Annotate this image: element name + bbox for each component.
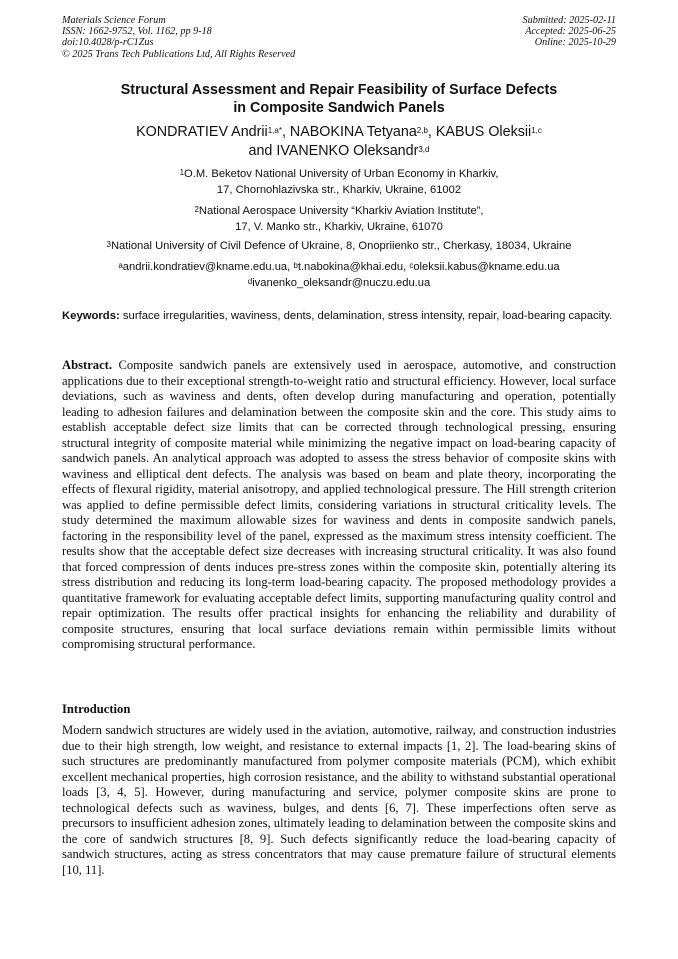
author-name: IVANENKO Oleksandr [276,142,419,159]
author-list: KONDRATIEV Andrii$^{1,a*}$, NABOKINA Tetyana$^{2,b}$, KABUS Oleksii$^{1,c}$ and IVANENKO Oleksandr$^{3,d}$ [136,124,542,159]
keywords-text: surface irregularities, waviness, dents, delamination, stress intensity, repair, load-bearing capacity. [119,310,613,322]
email-link[interactable]: ivanenko_oleksandr@nuczu.edu.ua [252,277,431,289]
author-name: KABUS Oleksii [435,124,532,140]
doi: doi:10.4028/p-rC1Zus [62,37,154,49]
email-link[interactable]: oleksii.kabus@kname.edu.ua [413,261,560,273]
accepted-date: Accepted: 2025-06-25 [525,26,616,38]
paper-title: Structural Assessment and Repair Feasibility of Surface Defects in Composite Sandwich Panels [120,82,558,116]
copyright: © 2025 Trans Tech Publications Ltd, All Rights Reserved [62,48,296,60]
email-link[interactable]: t.nabokina@khai.edu, [297,261,410,273]
author-emails: $^a$andrii.kondratiev@kname.edu.ua, $^b$t.nabokina@khai.edu, $^c$oleksii.kabus@kname.edu.ua $^d$ivanenko_oleksandr@nuczu.edu.ua [118,261,560,289]
introduction-paragraph: Modern sandwich structures are widely used in the aviation, automotive, railway, and construction industries due to their high strength, low weight, and resistance to external impacts [1, 2]. The load-bearing skins of such structures are predominantly manufactured from polymer composite materials (PCM), which exhibit excellent mechanical properties, high corrosion resistance, and the ability to withstand substantial operational loads [3, 4, 5]. However, during manufacturing and service, polymer composite skins are prone to technological defects such as waviness, bulges, and dents [6, 7]. These imperfections often serve as precursors to insufficient adhesion zones, ultimately leading to delamination between the composite skins and the core of sandwich structures [8, 9]. Such defects significantly reduce the load-bearing capacity of sandwich structures, acting as stress concentrators that may cause premature failure of structural elements [10, 11]. [62,723,616,877]
keywords [62,308,616,324]
affiliation-3: $^3$National University of Civil Defence of Ukraine, 8, Onopriienko str., Cherkasy, 18034, Ukraine [106,240,572,252]
abstract-label: Abstract. [62,358,113,372]
keywords-label: Keywords: [62,310,120,322]
journal-name: Materials Science Forum [62,15,166,26]
submitted-date: Submitted: 2025-02-11 [522,15,616,26]
journal-header [62,15,295,60]
online-date: Online: 2025-10-29 [534,37,616,49]
author-name: KONDRATIEV Andrii [136,124,268,140]
section-heading-introduction: Introduction [62,702,131,716]
affiliation-1: $^1$O.M. Beketov National University of Urban Economy in Kharkiv, 17, Chornohlazivska str., Kharkiv, Ukraine, 61002 [179,168,499,196]
abstract [62,358,616,653]
issn: ISSN: 1662-9752, Vol. 1162, pp 9-18 [62,26,212,38]
affiliation-2: $^2$National Aerospace University “Kharkiv Aviation Institute”, 17, V. Manko str., Kharkiv, Ukraine, 61070 [194,205,484,233]
abstract-text: Composite sandwich panels are extensively used in aerospace, automotive, and construction applications due to their exceptional strength-to-weight ratio and structural efficiency. However, local surface deviations, such as waviness and dents, often develop during manufacturing and operation, potentially leading to adhesion failures and delamination between the composite skin and the core. This study aims to establish acceptable defect size limits that can be corrected through technological pressing, ensuring structural integrity of composite material while minimizing the negative impact on load-bearing capacity of sandwich panels. An analytical approach was adopted to assess the stress behavior of composite skins with waviness and elliptical dent defects. The analysis was based on beam and plate theory, incorporating the effects of flexural rigidity, material anisotropy, and applied technological pressure. The Hill strength criterion was applied to define permissible defect limits, considering variations in structural criticality levels. The study determined the maximum allowable sizes for waviness and dents in composite sandwich panels, factoring in the responsibility level of the panel, expressed as the maximum stress intensity coefficient. The results show that the acceptable defect size decreases with increasing structural criticality. It was also found that forced compression of dents induces pre-stress zones within the composite skin, potentially altering its stress distribution and reducing its long-term load-bearing capacity. The proposed methodology provides a quantitative framework for evaluating acceptable defect limits, supporting manufacturing quality control and repair optimization. The results offer practical insights for enhancing the reliability and durability of composite structures, ensuring that local surface deviations remain within permissible limits without compromising structural performance. [62,358,616,651]
email-link[interactable]: andrii.kondratiev@kname.edu.ua, [122,261,294,273]
dates-header [523,15,616,49]
author-name: NABOKINA Tetyana [289,124,417,140]
